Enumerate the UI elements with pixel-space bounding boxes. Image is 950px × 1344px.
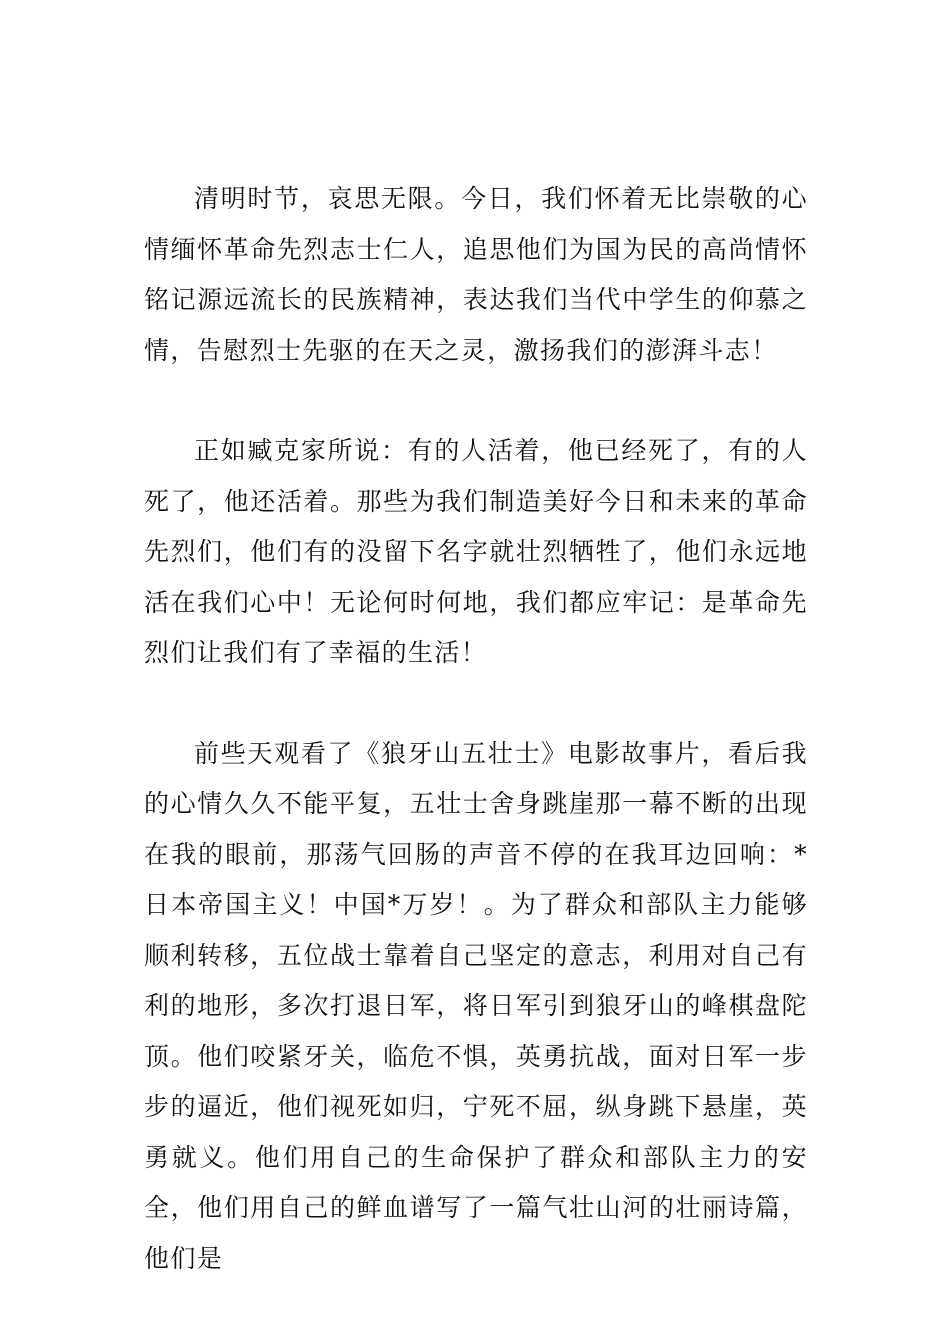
paragraph-1: 清明时节，哀思无限。今日，我们怀着无比崇敬的心情缅怀革命先烈志士仁人，追思他们为国为民的高尚情怀铭记源远流长的民族精神，表达我们当代中学生的仰慕之情，告慰烈士先驱的在天之灵，激扬我们的澎湃斗志！ (144, 184, 808, 365)
paragraph-3: 前些天观看了《狼牙山五壮士》电影故事片，看后我的心情久久不能平复，五壮士舍身跳崖那一幕不断的出现在我的眼前，那荡气回肠的声音不停的在我耳边回响：*日本帝国主义！中国*万岁！。为了群众和部队主力能够顺利转移，五位战士靠着自己坚定的意志，利用对自己有利的地形，多次打退日军，将日军引到狼牙山的峰棋盘陀顶。他们咬紧牙关，临危不惧，英勇抗战，面对日军一步步的逼近，他们视死如归，宁死不屈，纵身跳下悬崖，英勇就义。他们用自己的生命保护了群众和部队主力的安全，他们用自己的鲜血谱写了一篇气壮山河的壮丽诗篇，他们是 (144, 738, 808, 1273)
paragraph-2: 正如臧克家所说：有的人活着，他已经死了，有的人死了，他还活着。那些为我们制造美好今日和未来的革命先烈们，他们有的没留下名字就壮烈牺牲了，他们永远地活在我们心中！无论何时何地，我们都应牢记：是革命先烈们让我们有了幸福的生活！ (144, 436, 808, 667)
document-body (144, 174, 808, 1284)
